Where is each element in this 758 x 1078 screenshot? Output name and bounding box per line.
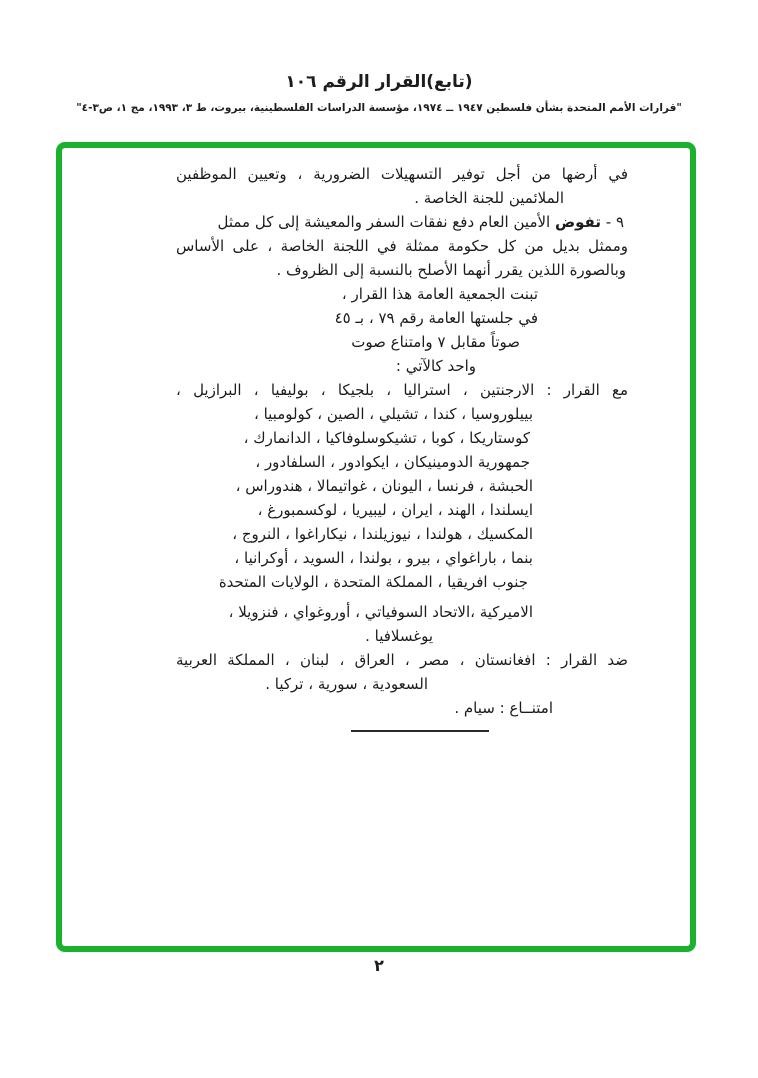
text-run: وممثل بديل من كل حكومة ممثلة في اللجنة الخاصة ، على الأساس — [176, 237, 628, 255]
document-lines — [176, 162, 628, 720]
text-run: جمهورية الدومينيكان ، ايكوادور ، السلفادور ، — [255, 453, 530, 471]
text-line — [176, 570, 628, 594]
text-line — [176, 282, 628, 306]
text-line — [176, 378, 628, 402]
text-line — [176, 624, 628, 648]
text-line — [176, 402, 628, 426]
text-run: مع القرار : الارجنتين ، استراليا ، بلجيكا ، بوليفيا ، البرازيل ، — [176, 381, 628, 399]
text-run: الحبشة ، فرنسا ، اليونان ، غواتيمالا ، هندوراس ، — [235, 477, 533, 495]
text-line — [176, 426, 628, 450]
bold-term: تفوض — [554, 213, 601, 231]
text-line — [176, 522, 628, 546]
text-run: امتنــاع : سيام . — [454, 699, 553, 717]
text-line — [176, 162, 628, 186]
text-run: الاميركية ،الاتحاد السوفياتي ، أوروغواي ، فنزويلا ، — [228, 603, 533, 621]
text-run: ٩ - — [600, 213, 624, 231]
document-frame — [56, 142, 696, 952]
text-run: المكسيك ، هولندا ، نيوزيلندا ، نيكاراغوا ، النروج ، — [232, 525, 533, 543]
text-line — [176, 306, 628, 330]
text-line — [176, 186, 628, 210]
text-run: جنوب افريقيا ، المملكة المتحدة ، الولايات المتحدة — [218, 573, 528, 591]
text-run: الملائمين للجنة الخاصة . — [414, 189, 564, 207]
text-run: تبنت الجمعية العامة هذا القرار ، — [341, 285, 538, 303]
text-run: في جلستها العامة رقم ٧٩ ، بـ ٤٥ — [334, 309, 538, 327]
source-citation: "قرارات الأمم المتحدة بشأن فلسطين ١٩٤٧ ــ ١٩٧٤، مؤسسة الدراسات الفلسطينية، بيروت، ط ٣، ١٩٩٣، مج ١، ص٣-٤" — [76, 102, 682, 114]
text-line — [176, 672, 628, 696]
text-line — [176, 474, 628, 498]
text-run: صوتاً مقابل ٧ وامتناع صوت — [351, 333, 520, 351]
text-run: يوغسلافيا . — [365, 627, 433, 645]
text-line — [176, 648, 628, 672]
text-line — [176, 210, 628, 234]
text-line — [176, 234, 628, 258]
text-line — [176, 450, 628, 474]
page-title: (تابع)القرار الرقم ١٠٦ — [285, 72, 473, 92]
end-divider — [351, 730, 489, 732]
text-line — [176, 498, 628, 522]
text-run: وبالصورة اللذين يقرر أنهما الأصلح بالنسبة إلى الظروف . — [276, 261, 626, 279]
text-run: الأمين العام دفع نفقات السفر والمعيشة إلى كل ممثل — [217, 213, 555, 231]
text-line — [176, 354, 628, 378]
text-line — [176, 330, 628, 354]
text-line — [176, 546, 628, 570]
text-line — [176, 600, 628, 624]
text-run: كوستاريكا ، كوبا ، تشيكوسلوفاكيا ، الدانمارك ، — [243, 429, 530, 447]
text-run: ايسلندا ، الهند ، ايران ، ليبيريا ، لوكسمبورغ ، — [257, 501, 533, 519]
text-run: السعودية ، سورية ، تركيا . — [265, 675, 428, 693]
text-run: في أرضها من أجل توفير التسهيلات الضرورية ، وتعيين الموظفين — [176, 165, 628, 183]
text-run: بييلوروسيا ، كندا ، تشيلي ، الصين ، كولومبيا ، — [253, 405, 533, 423]
text-run: ضد القرار : افغانستان ، مصر ، العراق ، لبنان ، المملكة العربية — [176, 651, 628, 669]
text-line — [176, 258, 628, 282]
text-line — [176, 696, 628, 720]
page-number: ٢ — [374, 956, 384, 975]
text-run: واحد كالآتي : — [395, 357, 476, 375]
text-run: بنما ، باراغواي ، بيرو ، بولندا ، السويد ، أوكرانيا ، — [234, 549, 533, 567]
